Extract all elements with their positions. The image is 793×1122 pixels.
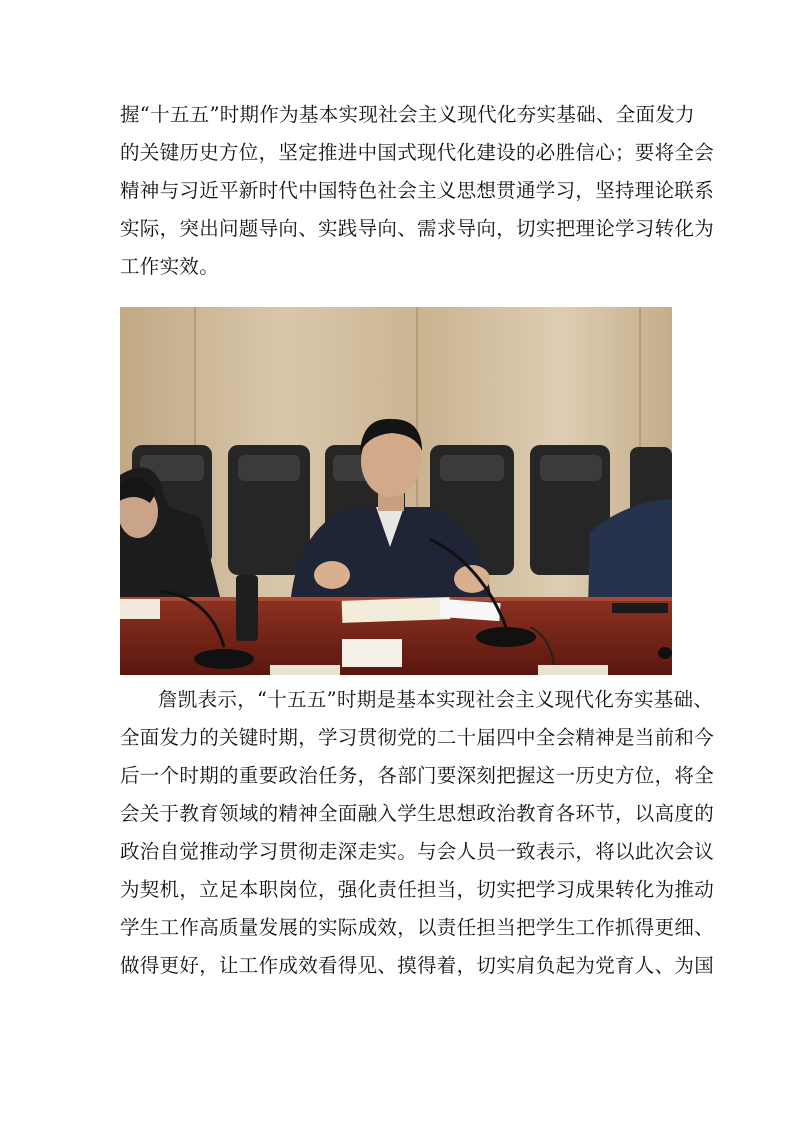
paragraph-2 [120, 681, 715, 985]
text-line: 全面发力的关键时期，学习贯彻党的二十届四中全会精神是当前和今 [120, 726, 715, 749]
paragraph-1 [120, 96, 715, 286]
text-line: 的关键历史方位，坚定推进中国式现代化建设的必胜信心；要将全会 [120, 141, 715, 164]
text-line: 后一个时期的重要政治任务，各部门要深刻把握这一历史方位，将全 [120, 764, 715, 787]
text-line: 实际，突出问题导向、实践导向、需求导向，切实把理论学习转化为 [120, 217, 715, 240]
text-line: 政治自觉推动学习贯彻走深走实。与会人员一致表示，将以此次会议 [120, 840, 715, 863]
text-line: 会关于教育领域的精神全面融入学生思想政治教育各环节，以高度的 [120, 802, 715, 825]
text-line: 学生工作高质量发展的实际成效，以责任担当把学生工作抓得更细、 [120, 916, 715, 939]
meeting-photo [120, 307, 672, 675]
meeting-photo-illustration [120, 307, 672, 675]
text-line: 工作实效。 [120, 255, 220, 278]
text-line: 为契机，立足本职岗位，强化责任担当，切实把学习成果转化为推动 [120, 878, 715, 901]
text-line: 詹凯表示，“十五五”时期是基本实现社会主义现代化夯实基础、 [158, 688, 714, 711]
text-line: 精神与习近平新时代中国特色社会主义思想贯通学习，坚持理论联系 [120, 179, 715, 202]
text-line: 握“十五五”时期作为基本实现社会主义现代化夯实基础、全面发力 [120, 103, 695, 126]
text-line: 做得更好，让工作成效看得见、摸得着，切实肩负起为党育人、为国 [120, 954, 715, 977]
